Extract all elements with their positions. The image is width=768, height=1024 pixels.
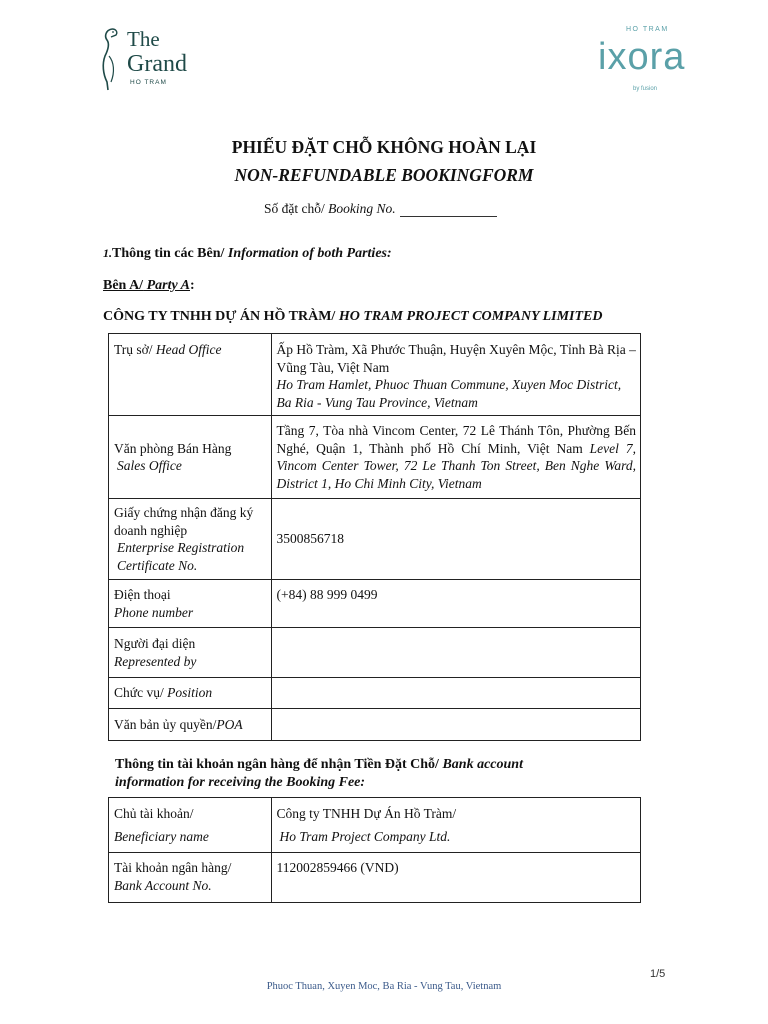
booking-label-en: Booking No.: [328, 201, 396, 216]
representative-label-vi: Người đại diện: [114, 636, 196, 651]
company-name-vi: CÔNG TY TNHH DỰ ÁN HỒ TRÀM/: [103, 309, 339, 324]
party-a-label-en: Party A: [143, 278, 190, 293]
position-label-vi: Chức vụ/: [114, 685, 168, 701]
party-a-label-vi: Bên A/: [103, 278, 144, 293]
section-title-vi: Thông tin các Bên/: [112, 246, 228, 261]
sales-office-value-vi: Tầng 7, Tòa nhà Vincom Center, 72 Lê Thánh Tôn, Phường Bến Nghé, Quận 1, Thành phố Hồ Chí Minh, Việt Nam: [276, 423, 636, 456]
representative-value[interactable]: [271, 628, 640, 678]
form-title-en: NON-REFUNDABLE BOOKINGFORM: [234, 165, 534, 185]
head-office-value-vi: Ấp Hồ Tràm, Xã Phước Thuận, Huyện Xuyên Mộc, Tỉnh Bà Rịa – Vũng Tàu, Việt Nam: [276, 342, 636, 375]
table-row: [109, 709, 641, 741]
position-value[interactable]: [271, 678, 640, 709]
party-a-table: [108, 333, 641, 741]
account-label-en: Bank Account No.: [114, 877, 212, 893]
poa-label: [109, 709, 272, 741]
page-number: 1/5: [650, 968, 666, 980]
table-row: [109, 853, 641, 903]
bank-account-table: [108, 797, 641, 903]
sales-office-label-en: Sales Office: [117, 458, 182, 473]
logo-text-ho-tram: HO TRAM: [130, 79, 167, 86]
head-office-value: [271, 334, 640, 416]
table-row: [109, 334, 641, 416]
position-label-en: Position: [167, 685, 213, 701]
logo-text-grand: Grand: [127, 51, 187, 77]
company-name-en: HO TRAM PROJECT COMPANY LIMITED: [338, 309, 603, 324]
account-label: [109, 853, 272, 903]
party-a-heading: [103, 278, 195, 294]
phone-label: [109, 580, 272, 628]
head-office-label: [109, 334, 272, 416]
head-office-label-en: Head Office: [155, 342, 222, 357]
account-value: [271, 853, 640, 903]
party-a-colon: :: [190, 278, 195, 293]
table-row: [109, 678, 641, 709]
account-value-text: 112002859466 (VND): [276, 860, 399, 875]
table-row: [109, 628, 641, 678]
ixora-logo: [588, 22, 708, 96]
booking-label-vi: Số đặt chỗ/: [264, 201, 329, 216]
section-title-en: Information of both Parties:: [227, 246, 392, 261]
bank-heading-vi: Thông tin tài khoản ngân hàng để nhận Tiền Đặt Chỗ/: [115, 757, 443, 772]
sales-office-value-en: Level 7, Vincom Center Tower, 72 Le Thanh Ton Street, Ben Nghe Ward, District 1, Ho Chi Minh City, Vietnam: [276, 440, 636, 491]
beneficiary-label-vi: Chủ tài khoản/: [114, 806, 194, 821]
bank-info-heading: [115, 756, 585, 791]
table-row: [109, 580, 641, 628]
position-label: [109, 678, 272, 709]
sales-office-label: [109, 416, 272, 499]
registration-label-en: Enterprise Registration Certificate No.: [117, 540, 245, 573]
heron-logo-icon: [98, 26, 124, 92]
ixora-logo-by-text: by fusion: [633, 86, 658, 92]
head-office-label-vi: Trụ sở/: [114, 342, 156, 357]
head-office-value-en: Ho Tram Hamlet, Phuoc Thuan Commune, Xuyen Moc District, Ba Ria - Vung Tau Province, Vietnam: [276, 377, 622, 410]
the-grand-logo: [98, 26, 208, 96]
ixora-logo-name: ixora: [598, 36, 686, 78]
beneficiary-label: [109, 798, 272, 853]
phone-value-text: (+84) 88 999 0499: [276, 587, 378, 602]
table-row: [109, 798, 641, 853]
poa-value[interactable]: [271, 709, 640, 741]
beneficiary-value-vi: Công ty TNHH Dự Án Hồ Tràm/: [276, 806, 457, 821]
logo-text-the: The: [127, 27, 160, 51]
company-name: [103, 309, 603, 325]
footer-address: Phuoc Thuan, Xuyen Moc, Ba Ria - Vung Tau, Vietnam: [266, 981, 502, 992]
registration-label: [109, 499, 272, 580]
bank-heading-en: Bank account information for receiving the Booking Fee:: [115, 757, 523, 790]
sales-office-value: [271, 416, 640, 499]
poa-label-vi: Văn bản ủy quyền/: [114, 716, 217, 732]
booking-number-line: [264, 201, 497, 217]
beneficiary-label-en: Beneficiary name: [114, 828, 209, 844]
phone-label-en: Phone number: [114, 604, 194, 620]
representative-label: [109, 628, 272, 678]
table-row: [109, 499, 641, 580]
booking-number-blank[interactable]: [400, 204, 497, 217]
table-row: [109, 416, 641, 499]
section-1-heading: [103, 246, 392, 262]
beneficiary-value: [271, 798, 640, 853]
ixora-logo-top-text: HO TRAM: [626, 26, 669, 33]
account-label-vi: Tài khoản ngân hàng/: [114, 860, 232, 875]
registration-label-vi: Giấy chứng nhận đăng ký doanh nghiệp: [114, 505, 254, 538]
phone-value: [271, 580, 640, 628]
poa-label-en: POA: [216, 716, 243, 732]
section-number: 1.: [103, 246, 112, 260]
representative-label-en: Represented by: [114, 653, 197, 669]
sales-office-label-vi: Văn phòng Bán Hàng: [114, 440, 232, 456]
registration-value: 3500856718: [271, 499, 640, 580]
form-title-vi: PHIẾU ĐẶT CHỖ KHÔNG HOÀN LẠI: [231, 137, 537, 157]
beneficiary-value-en: Ho Tram Project Company Ltd.: [279, 828, 451, 844]
phone-label-vi: Điện thoại: [114, 587, 171, 602]
